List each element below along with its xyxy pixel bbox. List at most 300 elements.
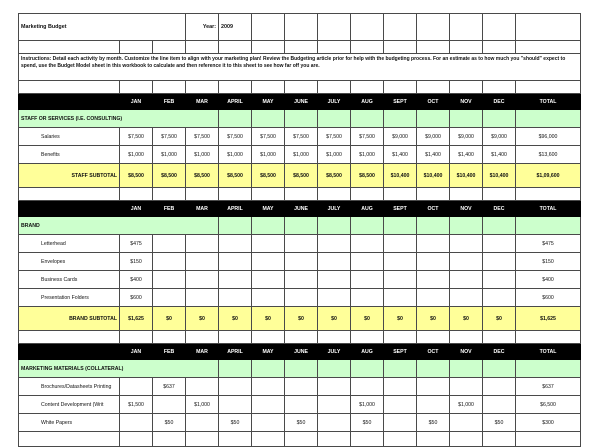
- section-empty-cell[interactable]: [483, 360, 516, 378]
- section-empty-cell[interactable]: [384, 360, 417, 378]
- section-empty-cell[interactable]: [483, 217, 516, 235]
- month-value-cell[interactable]: $150: [120, 253, 153, 271]
- brand-subtotal-label[interactable]: BRAND SUBTOTAL: [19, 307, 120, 331]
- line-item-label[interactable]: Brochures/Datasheets Printing: [19, 378, 120, 396]
- line-item-label[interactable]: White Papers: [19, 414, 120, 432]
- month-header-mar[interactable]: MAR: [186, 94, 219, 110]
- month-value-cell[interactable]: $1,400: [450, 146, 483, 164]
- empty-cell[interactable]: [417, 14, 450, 41]
- empty-cell[interactable]: [483, 81, 516, 94]
- empty-cell[interactable]: [417, 81, 450, 94]
- empty-cell[interactable]: [120, 81, 153, 94]
- month-value-cell[interactable]: [483, 378, 516, 396]
- empty-cell[interactable]: [516, 14, 581, 41]
- line-item-total[interactable]: $300: [516, 414, 581, 432]
- subtotal-value-cell[interactable]: $0: [417, 307, 450, 331]
- section-empty-cell[interactable]: [516, 217, 581, 235]
- section-empty-cell[interactable]: [252, 360, 285, 378]
- empty-cell[interactable]: [483, 331, 516, 344]
- staff-subtotal-total[interactable]: $1,09,600: [516, 164, 581, 188]
- subtotal-value-cell[interactable]: $8,500: [219, 164, 252, 188]
- month-value-cell[interactable]: [219, 271, 252, 289]
- month-value-cell[interactable]: [153, 396, 186, 414]
- month-value-cell[interactable]: $7,500: [153, 128, 186, 146]
- staff-subtotal-label[interactable]: STAFF SUBTOTAL: [19, 164, 120, 188]
- month-value-cell[interactable]: [153, 253, 186, 271]
- month-value-cell[interactable]: $1,400: [417, 146, 450, 164]
- section-empty-cell[interactable]: [351, 217, 384, 235]
- month-value-cell[interactable]: $7,500: [318, 128, 351, 146]
- month-value-cell[interactable]: [285, 253, 318, 271]
- empty-cell[interactable]: [450, 188, 483, 201]
- section-empty-cell[interactable]: [252, 217, 285, 235]
- month-value-cell[interactable]: $9,000: [450, 128, 483, 146]
- month-value-cell[interactable]: [450, 235, 483, 253]
- year-label[interactable]: Year:: [186, 14, 219, 41]
- month-value-cell[interactable]: $1,000: [186, 146, 219, 164]
- month-header-sept[interactable]: SEPT: [384, 94, 417, 110]
- month-value-cell[interactable]: [252, 414, 285, 432]
- empty-cell[interactable]: [351, 14, 384, 41]
- month-header-dec[interactable]: DEC: [483, 344, 516, 360]
- section-empty-cell[interactable]: [483, 110, 516, 128]
- month-value-cell[interactable]: $600: [120, 289, 153, 307]
- empty-cell[interactable]: [285, 188, 318, 201]
- section-empty-cell[interactable]: [252, 110, 285, 128]
- month-value-cell[interactable]: $7,500: [252, 128, 285, 146]
- month-value-cell[interactable]: $1,400: [483, 146, 516, 164]
- month-value-cell[interactable]: $7,500: [186, 128, 219, 146]
- empty-cell[interactable]: [120, 432, 153, 447]
- month-header-april[interactable]: APRIL: [219, 201, 252, 217]
- month-value-cell[interactable]: $1,000: [351, 396, 384, 414]
- materials-section-title[interactable]: MARKETING MATERIALS (COLLATERAL): [19, 360, 219, 378]
- month-value-cell[interactable]: [186, 378, 219, 396]
- month-header-april[interactable]: APRIL: [219, 94, 252, 110]
- empty-cell[interactable]: [318, 81, 351, 94]
- month-header-jan[interactable]: JAN: [120, 201, 153, 217]
- subtotal-value-cell[interactable]: $8,500: [351, 164, 384, 188]
- month-value-cell[interactable]: [285, 396, 318, 414]
- line-item-total[interactable]: $600: [516, 289, 581, 307]
- line-item-total[interactable]: $637: [516, 378, 581, 396]
- header-blank-cell[interactable]: [19, 344, 120, 360]
- section-empty-cell[interactable]: [351, 110, 384, 128]
- month-value-cell[interactable]: $1,000: [285, 146, 318, 164]
- month-header-oct[interactable]: OCT: [417, 344, 450, 360]
- empty-cell[interactable]: [450, 81, 483, 94]
- month-header-feb[interactable]: FEB: [153, 201, 186, 217]
- month-value-cell[interactable]: [483, 235, 516, 253]
- month-header-mar[interactable]: MAR: [186, 344, 219, 360]
- month-value-cell[interactable]: $1,000: [450, 396, 483, 414]
- month-header-oct[interactable]: OCT: [417, 94, 450, 110]
- empty-cell[interactable]: [516, 41, 581, 54]
- empty-cell[interactable]: [417, 188, 450, 201]
- section-empty-cell[interactable]: [219, 360, 252, 378]
- month-value-cell[interactable]: [285, 271, 318, 289]
- month-header-nov[interactable]: NOV: [450, 201, 483, 217]
- empty-cell[interactable]: [120, 188, 153, 201]
- month-value-cell[interactable]: [219, 378, 252, 396]
- month-value-cell[interactable]: $637: [153, 378, 186, 396]
- section-empty-cell[interactable]: [516, 360, 581, 378]
- empty-cell[interactable]: [19, 432, 120, 447]
- month-value-cell[interactable]: [318, 289, 351, 307]
- month-value-cell[interactable]: [351, 271, 384, 289]
- empty-cell[interactable]: [483, 41, 516, 54]
- month-header-aug[interactable]: AUG: [351, 94, 384, 110]
- empty-cell[interactable]: [318, 41, 351, 54]
- month-value-cell[interactable]: [120, 378, 153, 396]
- month-value-cell[interactable]: [351, 378, 384, 396]
- month-value-cell[interactable]: [384, 235, 417, 253]
- total-header[interactable]: TOTAL: [516, 344, 581, 360]
- empty-cell[interactable]: [318, 331, 351, 344]
- empty-cell[interactable]: [19, 331, 120, 344]
- month-value-cell[interactable]: [318, 378, 351, 396]
- subtotal-value-cell[interactable]: $8,500: [186, 164, 219, 188]
- month-value-cell[interactable]: $9,000: [384, 128, 417, 146]
- empty-cell[interactable]: [516, 432, 581, 447]
- empty-cell[interactable]: [219, 41, 252, 54]
- month-value-cell[interactable]: [186, 235, 219, 253]
- month-header-dec[interactable]: DEC: [483, 201, 516, 217]
- empty-cell[interactable]: [186, 81, 219, 94]
- month-value-cell[interactable]: [186, 253, 219, 271]
- month-header-july[interactable]: JULY: [318, 201, 351, 217]
- month-value-cell[interactable]: $1,000: [120, 146, 153, 164]
- month-value-cell[interactable]: $1,000: [153, 146, 186, 164]
- month-value-cell[interactable]: [417, 271, 450, 289]
- empty-cell[interactable]: [351, 81, 384, 94]
- section-empty-cell[interactable]: [417, 360, 450, 378]
- subtotal-value-cell[interactable]: $0: [450, 307, 483, 331]
- empty-cell[interactable]: [417, 432, 450, 447]
- month-value-cell[interactable]: $400: [120, 271, 153, 289]
- month-value-cell[interactable]: $50: [483, 414, 516, 432]
- month-value-cell[interactable]: $50: [219, 414, 252, 432]
- month-header-aug[interactable]: AUG: [351, 201, 384, 217]
- sheet-title[interactable]: Marketing Budget: [19, 14, 186, 41]
- month-value-cell[interactable]: [483, 271, 516, 289]
- month-value-cell[interactable]: $50: [351, 414, 384, 432]
- month-value-cell[interactable]: $475: [120, 235, 153, 253]
- month-value-cell[interactable]: [483, 289, 516, 307]
- month-value-cell[interactable]: [219, 253, 252, 271]
- month-value-cell[interactable]: [450, 289, 483, 307]
- year-value[interactable]: 2009: [219, 14, 252, 41]
- empty-cell[interactable]: [384, 81, 417, 94]
- empty-cell[interactable]: [153, 41, 186, 54]
- month-value-cell[interactable]: [186, 271, 219, 289]
- empty-cell[interactable]: [285, 81, 318, 94]
- month-value-cell[interactable]: [219, 396, 252, 414]
- empty-cell[interactable]: [351, 188, 384, 201]
- month-value-cell[interactable]: [219, 289, 252, 307]
- section-empty-cell[interactable]: [384, 110, 417, 128]
- month-header-jan[interactable]: JAN: [120, 344, 153, 360]
- section-empty-cell[interactable]: [417, 217, 450, 235]
- month-value-cell[interactable]: [351, 235, 384, 253]
- month-value-cell[interactable]: $9,000: [483, 128, 516, 146]
- empty-cell[interactable]: [516, 331, 581, 344]
- empty-cell[interactable]: [252, 41, 285, 54]
- empty-cell[interactable]: [417, 41, 450, 54]
- month-value-cell[interactable]: [120, 414, 153, 432]
- empty-cell[interactable]: [186, 432, 219, 447]
- month-value-cell[interactable]: [318, 271, 351, 289]
- month-value-cell[interactable]: $1,000: [186, 396, 219, 414]
- month-value-cell[interactable]: $50: [417, 414, 450, 432]
- month-header-april[interactable]: APRIL: [219, 344, 252, 360]
- empty-cell[interactable]: [219, 81, 252, 94]
- empty-cell[interactable]: [450, 41, 483, 54]
- brand-subtotal-total[interactable]: $1,625: [516, 307, 581, 331]
- empty-cell[interactable]: [19, 81, 120, 94]
- subtotal-value-cell[interactable]: $0: [285, 307, 318, 331]
- line-item-label[interactable]: Presentation Folders: [19, 289, 120, 307]
- header-blank-cell[interactable]: [19, 201, 120, 217]
- month-value-cell[interactable]: [450, 414, 483, 432]
- section-empty-cell[interactable]: [417, 110, 450, 128]
- line-item-label[interactable]: Letterhead: [19, 235, 120, 253]
- month-header-oct[interactable]: OCT: [417, 201, 450, 217]
- empty-cell[interactable]: [318, 188, 351, 201]
- empty-cell[interactable]: [252, 331, 285, 344]
- line-item-total[interactable]: $150: [516, 253, 581, 271]
- month-header-feb[interactable]: FEB: [153, 344, 186, 360]
- empty-cell[interactable]: [186, 331, 219, 344]
- section-empty-cell[interactable]: [450, 217, 483, 235]
- month-header-june[interactable]: JUNE: [285, 201, 318, 217]
- empty-cell[interactable]: [483, 432, 516, 447]
- month-value-cell[interactable]: [153, 289, 186, 307]
- line-item-label[interactable]: Salaries: [19, 128, 120, 146]
- subtotal-value-cell[interactable]: $10,400: [384, 164, 417, 188]
- month-header-may[interactable]: MAY: [252, 201, 285, 217]
- empty-cell[interactable]: [186, 41, 219, 54]
- month-value-cell[interactable]: [351, 289, 384, 307]
- empty-cell[interactable]: [417, 331, 450, 344]
- empty-cell[interactable]: [285, 432, 318, 447]
- month-header-july[interactable]: JULY: [318, 94, 351, 110]
- empty-cell[interactable]: [450, 432, 483, 447]
- subtotal-value-cell[interactable]: $8,500: [252, 164, 285, 188]
- month-value-cell[interactable]: [186, 289, 219, 307]
- month-value-cell[interactable]: [417, 253, 450, 271]
- month-value-cell[interactable]: [318, 396, 351, 414]
- line-item-total[interactable]: $13,600: [516, 146, 581, 164]
- empty-cell[interactable]: [153, 432, 186, 447]
- subtotal-value-cell[interactable]: $0: [219, 307, 252, 331]
- month-value-cell[interactable]: [384, 378, 417, 396]
- empty-cell[interactable]: [318, 14, 351, 41]
- header-blank-cell[interactable]: [19, 94, 120, 110]
- empty-cell[interactable]: [252, 188, 285, 201]
- section-empty-cell[interactable]: [351, 360, 384, 378]
- month-value-cell[interactable]: $1,000: [219, 146, 252, 164]
- month-header-nov[interactable]: NOV: [450, 344, 483, 360]
- month-value-cell[interactable]: [252, 235, 285, 253]
- subtotal-value-cell[interactable]: $0: [483, 307, 516, 331]
- subtotal-value-cell[interactable]: $10,400: [417, 164, 450, 188]
- month-header-nov[interactable]: NOV: [450, 94, 483, 110]
- subtotal-value-cell[interactable]: $1,625: [120, 307, 153, 331]
- month-value-cell[interactable]: [318, 253, 351, 271]
- month-value-cell[interactable]: [285, 289, 318, 307]
- total-header[interactable]: TOTAL: [516, 201, 581, 217]
- section-empty-cell[interactable]: [516, 110, 581, 128]
- month-value-cell[interactable]: [318, 235, 351, 253]
- month-value-cell[interactable]: [417, 235, 450, 253]
- month-value-cell[interactable]: [285, 235, 318, 253]
- month-value-cell[interactable]: [417, 289, 450, 307]
- empty-cell[interactable]: [285, 14, 318, 41]
- empty-cell[interactable]: [120, 331, 153, 344]
- empty-cell[interactable]: [318, 432, 351, 447]
- empty-cell[interactable]: [120, 41, 153, 54]
- month-value-cell[interactable]: [417, 378, 450, 396]
- section-empty-cell[interactable]: [318, 360, 351, 378]
- subtotal-value-cell[interactable]: $0: [384, 307, 417, 331]
- subtotal-value-cell[interactable]: $8,500: [153, 164, 186, 188]
- month-header-june[interactable]: JUNE: [285, 94, 318, 110]
- empty-cell[interactable]: [252, 14, 285, 41]
- empty-cell[interactable]: [384, 41, 417, 54]
- section-empty-cell[interactable]: [450, 110, 483, 128]
- total-header[interactable]: TOTAL: [516, 94, 581, 110]
- month-value-cell[interactable]: $50: [285, 414, 318, 432]
- month-header-aug[interactable]: AUG: [351, 344, 384, 360]
- section-empty-cell[interactable]: [219, 217, 252, 235]
- month-value-cell[interactable]: $50: [153, 414, 186, 432]
- section-empty-cell[interactable]: [285, 110, 318, 128]
- line-item-total[interactable]: $475: [516, 235, 581, 253]
- staff-section-title[interactable]: STAFF OR SERVICES (I.E. CONSULTING): [19, 110, 219, 128]
- section-empty-cell[interactable]: [219, 110, 252, 128]
- line-item-total[interactable]: $6,500: [516, 396, 581, 414]
- empty-cell[interactable]: [285, 331, 318, 344]
- subtotal-value-cell[interactable]: $8,500: [120, 164, 153, 188]
- month-header-mar[interactable]: MAR: [186, 201, 219, 217]
- section-empty-cell[interactable]: [318, 110, 351, 128]
- month-value-cell[interactable]: [252, 396, 285, 414]
- empty-cell[interactable]: [252, 81, 285, 94]
- line-item-label[interactable]: Content Development (Writ: [19, 396, 120, 414]
- month-value-cell[interactable]: [483, 253, 516, 271]
- subtotal-value-cell[interactable]: $0: [351, 307, 384, 331]
- empty-cell[interactable]: [384, 432, 417, 447]
- month-value-cell[interactable]: $9,000: [417, 128, 450, 146]
- subtotal-value-cell[interactable]: $8,500: [285, 164, 318, 188]
- month-value-cell[interactable]: [483, 396, 516, 414]
- empty-cell[interactable]: [186, 188, 219, 201]
- month-value-cell[interactable]: [384, 253, 417, 271]
- month-value-cell[interactable]: $7,500: [351, 128, 384, 146]
- empty-cell[interactable]: [450, 14, 483, 41]
- month-header-may[interactable]: MAY: [252, 94, 285, 110]
- empty-cell[interactable]: [483, 14, 516, 41]
- month-header-sept[interactable]: SEPT: [384, 344, 417, 360]
- section-empty-cell[interactable]: [384, 217, 417, 235]
- empty-cell[interactable]: [516, 188, 581, 201]
- month-value-cell[interactable]: [252, 378, 285, 396]
- month-value-cell[interactable]: [450, 253, 483, 271]
- line-item-label[interactable]: Business Cards: [19, 271, 120, 289]
- month-value-cell[interactable]: [252, 253, 285, 271]
- empty-cell[interactable]: [153, 331, 186, 344]
- month-header-dec[interactable]: DEC: [483, 94, 516, 110]
- month-value-cell[interactable]: $1,500: [120, 396, 153, 414]
- subtotal-value-cell[interactable]: $10,400: [483, 164, 516, 188]
- instructions-text[interactable]: Instructions: Detail each activity by month. Customize the line item to align with your marketing plan! Review the Budgeting article prior for help with the budgeting process. For an estimate as to how much you "should" expect to spend, use the Budget Model sheet in this workbook to calculate and then reference it to this sheet to see how far off you are.: [19, 54, 581, 81]
- empty-cell[interactable]: [219, 188, 252, 201]
- month-value-cell[interactable]: [285, 378, 318, 396]
- line-item-label[interactable]: Benefits: [19, 146, 120, 164]
- month-value-cell[interactable]: [153, 235, 186, 253]
- month-value-cell[interactable]: [384, 414, 417, 432]
- empty-cell[interactable]: [285, 41, 318, 54]
- brand-section-title[interactable]: BRAND: [19, 217, 219, 235]
- subtotal-value-cell[interactable]: $0: [318, 307, 351, 331]
- month-header-sept[interactable]: SEPT: [384, 201, 417, 217]
- subtotal-value-cell[interactable]: $0: [252, 307, 285, 331]
- month-header-june[interactable]: JUNE: [285, 344, 318, 360]
- subtotal-value-cell[interactable]: $8,500: [318, 164, 351, 188]
- month-value-cell[interactable]: [252, 271, 285, 289]
- month-value-cell[interactable]: [384, 396, 417, 414]
- empty-cell[interactable]: [384, 14, 417, 41]
- line-item-total[interactable]: $400: [516, 271, 581, 289]
- month-header-may[interactable]: MAY: [252, 344, 285, 360]
- empty-cell[interactable]: [351, 432, 384, 447]
- month-header-jan[interactable]: JAN: [120, 94, 153, 110]
- month-value-cell[interactable]: [252, 289, 285, 307]
- month-value-cell[interactable]: [219, 235, 252, 253]
- section-empty-cell[interactable]: [450, 360, 483, 378]
- empty-cell[interactable]: [483, 188, 516, 201]
- month-value-cell[interactable]: [417, 396, 450, 414]
- section-empty-cell[interactable]: [285, 217, 318, 235]
- empty-cell[interactable]: [153, 81, 186, 94]
- month-header-feb[interactable]: FEB: [153, 94, 186, 110]
- month-value-cell[interactable]: $7,500: [120, 128, 153, 146]
- section-empty-cell[interactable]: [318, 217, 351, 235]
- subtotal-value-cell[interactable]: $0: [186, 307, 219, 331]
- empty-cell[interactable]: [516, 81, 581, 94]
- month-header-july[interactable]: JULY: [318, 344, 351, 360]
- month-value-cell[interactable]: [384, 289, 417, 307]
- month-value-cell[interactable]: $1,000: [252, 146, 285, 164]
- empty-cell[interactable]: [351, 41, 384, 54]
- month-value-cell[interactable]: [351, 253, 384, 271]
- empty-cell[interactable]: [384, 188, 417, 201]
- month-value-cell[interactable]: [186, 414, 219, 432]
- month-value-cell[interactable]: $7,500: [219, 128, 252, 146]
- empty-cell[interactable]: [219, 432, 252, 447]
- empty-cell[interactable]: [384, 331, 417, 344]
- month-value-cell[interactable]: [450, 378, 483, 396]
- line-item-label[interactable]: Envelopes: [19, 253, 120, 271]
- empty-cell[interactable]: [153, 188, 186, 201]
- empty-cell[interactable]: [19, 41, 120, 54]
- line-item-total[interactable]: $96,000: [516, 128, 581, 146]
- month-value-cell[interactable]: $1,400: [384, 146, 417, 164]
- empty-cell[interactable]: [219, 331, 252, 344]
- month-value-cell[interactable]: [153, 271, 186, 289]
- section-empty-cell[interactable]: [285, 360, 318, 378]
